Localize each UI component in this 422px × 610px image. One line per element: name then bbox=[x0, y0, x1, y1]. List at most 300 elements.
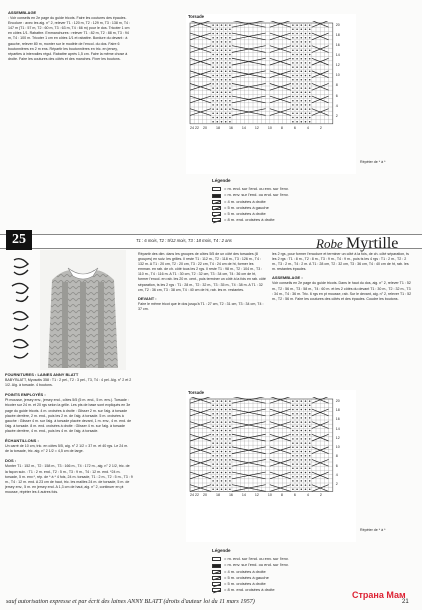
purl-dot bbox=[221, 121, 223, 123]
purl-dot bbox=[225, 29, 227, 31]
purl-dot bbox=[292, 92, 294, 94]
purl-dot bbox=[221, 430, 223, 432]
purl-dot bbox=[305, 83, 307, 85]
purl-dot bbox=[217, 438, 219, 440]
bottom-chart-grid bbox=[186, 397, 356, 539]
purl-dot bbox=[296, 484, 298, 486]
copyright-footer: sauf autorisation expresse et par écrit des laines ANNY BLATT (droits d'auteur loi du 11 mars 1957) bbox=[6, 598, 255, 605]
purl-dot bbox=[221, 62, 223, 64]
row-label: 10 bbox=[335, 73, 340, 78]
row-label: 12 bbox=[335, 435, 340, 440]
purl-dot bbox=[305, 104, 307, 106]
purl-dot bbox=[212, 476, 214, 478]
purl-dot bbox=[305, 430, 307, 432]
purl-dot bbox=[305, 41, 307, 43]
purl-dot bbox=[305, 417, 307, 419]
purl-dot bbox=[221, 75, 223, 77]
purl-dot bbox=[305, 50, 307, 52]
purl-dot bbox=[225, 417, 227, 419]
top-legend-item: = 5 m. croisées à droite bbox=[212, 211, 289, 217]
purl-dot bbox=[229, 108, 231, 110]
purl-dot bbox=[292, 468, 294, 470]
purl-dot bbox=[296, 41, 298, 43]
purl-dot bbox=[229, 113, 231, 115]
purl-dot bbox=[292, 100, 294, 102]
purl-dot bbox=[292, 24, 294, 26]
purl-dot bbox=[292, 421, 294, 423]
bottom-legend-item: = 4 m. croisées à droite bbox=[212, 569, 289, 575]
devant-heading: DEVANT : bbox=[138, 295, 157, 301]
purl-dot bbox=[301, 45, 303, 47]
purl-dot bbox=[225, 447, 227, 449]
purl-dot bbox=[296, 79, 298, 81]
purl-dot bbox=[292, 451, 294, 453]
purl-dot bbox=[301, 29, 303, 31]
purl-dot bbox=[292, 455, 294, 457]
purl-dot bbox=[229, 463, 231, 465]
purl-dot bbox=[305, 113, 307, 115]
purl-dot bbox=[217, 79, 219, 81]
purl-dot bbox=[225, 468, 227, 470]
bottom-legend-item: = 5 m. croisées à gauche bbox=[212, 575, 289, 581]
purl-dot bbox=[305, 71, 307, 73]
purl-dot bbox=[221, 480, 223, 482]
purl-dot bbox=[296, 468, 298, 470]
purl-dot bbox=[296, 426, 298, 428]
purl-dot bbox=[221, 83, 223, 85]
purl-dot bbox=[301, 480, 303, 482]
purl-dot bbox=[217, 29, 219, 31]
col-label: 10 bbox=[267, 493, 272, 498]
purl-dot bbox=[301, 33, 303, 35]
purl-dot bbox=[296, 117, 298, 119]
purl-dot bbox=[296, 66, 298, 68]
col-label: 2 bbox=[319, 493, 322, 498]
purl-dot bbox=[212, 37, 214, 39]
purl-dot bbox=[296, 75, 298, 77]
pattern-title-main: Myrtille bbox=[345, 235, 399, 252]
purl-dot bbox=[305, 33, 307, 35]
purl-dot bbox=[301, 54, 303, 56]
purl-dot bbox=[212, 451, 214, 453]
purl-dot bbox=[292, 405, 294, 407]
purl-dot bbox=[296, 92, 298, 94]
purl-dot bbox=[221, 421, 223, 423]
purl-dot bbox=[292, 430, 294, 432]
bottom-legend-item: = m. env. sur l'end. ou end. sur l'env. bbox=[212, 562, 289, 568]
dos-text: Monter T1 : 152 m., T2 : 158 m., T3 : 166 m., T4 : 172 m., aig. n° 2 1/2, tric. de la façon suiv. : T1 : 2 m. end., T2 : 5 m., T3 : 9 m., T4 : 12 m. end. *24 m. torsade, 5 m. env.*, rép. de * à * 4 fois, 24 m. torsade, T1 : 2 m., T2 : 5 m., T3 : 9 m., T4 : 12 m. end. A 23 cm de haut, tric. les mailles 24 m. de torsade, 5 m. de jersey env., 5 m. en jersey end. A 1,3 cm de haut, aig. n° 2, continuer en pt mousse, répéter les 4 autres fois. bbox=[5, 464, 133, 494]
purl-dot bbox=[221, 58, 223, 60]
purl-dot bbox=[221, 117, 223, 119]
purl-dot bbox=[217, 24, 219, 26]
purl-dot bbox=[229, 484, 231, 486]
purl-dot bbox=[309, 417, 311, 419]
purl-dot bbox=[229, 29, 231, 31]
purl-dot bbox=[309, 455, 311, 457]
purl-dot bbox=[225, 71, 227, 73]
purl-dot bbox=[296, 421, 298, 423]
purl-dot bbox=[292, 108, 294, 110]
col-label: 4 bbox=[306, 493, 309, 498]
purl-dot bbox=[212, 45, 214, 47]
fournitures-text: BABY'BLATT, Myosotis 358 : T1 : 2 pel., T2 : 3 pel., T3, T4 : 4 pel. Aig. n° 2 et 2 1/2. Aig. à torsade. 4 boutons. bbox=[5, 378, 132, 388]
purl-dot bbox=[229, 442, 231, 444]
purl-dot bbox=[296, 87, 298, 89]
purl-dot bbox=[301, 66, 303, 68]
devant-text: Faire le même tricot que le dos jusqu'à T1 : 27 cm, T2 : 31 cm, T3 : 34 cm, T4 : 37 cm. bbox=[138, 301, 264, 311]
purl-dot bbox=[221, 96, 223, 98]
purl-dot bbox=[296, 430, 298, 432]
purl-dot bbox=[309, 434, 311, 436]
purl-dot bbox=[229, 92, 231, 94]
purl-dot bbox=[305, 75, 307, 77]
purl-dot bbox=[217, 104, 219, 106]
purl-dot bbox=[296, 96, 298, 98]
dos-heading: DOS : bbox=[5, 458, 17, 464]
purl-dot bbox=[229, 79, 231, 81]
purl-dot bbox=[296, 100, 298, 102]
purl-dot bbox=[225, 489, 227, 491]
purl-dot bbox=[305, 96, 307, 98]
cable-4-right-icon bbox=[212, 200, 221, 204]
points-heading: POINTS EMPLOYÉS : bbox=[5, 392, 46, 398]
bottom-legend-item: = 5 m. croisées à droite bbox=[212, 581, 289, 587]
purl-dot bbox=[217, 54, 219, 56]
purl-dot bbox=[225, 45, 227, 47]
purl-dot bbox=[212, 480, 214, 482]
purl-dot bbox=[309, 66, 311, 68]
purl-dot bbox=[305, 62, 307, 64]
purl-dot bbox=[217, 434, 219, 436]
echantillons-heading: ÉCHANTILLONS : bbox=[5, 438, 39, 444]
col-label: 24 22 bbox=[190, 493, 199, 498]
top-repeat-note: Répéter de * à * bbox=[360, 160, 386, 164]
purl-dot bbox=[305, 58, 307, 60]
purl-dot bbox=[229, 66, 231, 68]
purl-dot bbox=[309, 79, 311, 81]
row-label: 18 bbox=[335, 408, 340, 413]
purl-dot bbox=[229, 71, 231, 73]
purl-dot bbox=[217, 455, 219, 457]
purl-dot bbox=[212, 54, 214, 56]
purl-dot bbox=[212, 29, 214, 31]
row-label: 2 bbox=[335, 113, 338, 118]
bottom-legend-item: = m. end. sur l'end. ou env. sur l'env. bbox=[212, 556, 289, 562]
purl-dot bbox=[217, 480, 219, 482]
purl-dot bbox=[309, 100, 311, 102]
row-label: 4 bbox=[335, 472, 338, 477]
purl-dot bbox=[221, 434, 223, 436]
bottom-legend-title: Légende bbox=[212, 548, 231, 553]
purl-symbol-icon bbox=[212, 194, 221, 198]
purl-dot bbox=[221, 92, 223, 94]
purl-dot bbox=[225, 33, 227, 35]
purl-dot bbox=[309, 83, 311, 85]
row-label: 12 bbox=[335, 63, 340, 68]
purl-dot bbox=[296, 37, 298, 39]
purl-dot bbox=[292, 79, 294, 81]
purl-dot bbox=[292, 489, 294, 491]
purl-dot bbox=[292, 480, 294, 482]
purl-dot bbox=[212, 426, 214, 428]
top-legend-title: Légende bbox=[212, 178, 231, 183]
purl-dot bbox=[301, 451, 303, 453]
purl-dot bbox=[217, 405, 219, 407]
purl-dot bbox=[212, 121, 214, 123]
purl-dot bbox=[212, 484, 214, 486]
purl-dot bbox=[217, 400, 219, 402]
garment-photo bbox=[40, 250, 126, 370]
cable-5-right-icon bbox=[212, 212, 221, 216]
purl-dot bbox=[309, 45, 311, 47]
purl-dot bbox=[292, 463, 294, 465]
purl-dot bbox=[225, 455, 227, 457]
purl-dot bbox=[309, 459, 311, 461]
col-label: 20 bbox=[202, 493, 207, 498]
purl-dot bbox=[229, 45, 231, 47]
top-torsade-chart bbox=[186, 14, 356, 174]
middle-column-1 bbox=[138, 252, 266, 312]
purl-dot bbox=[212, 33, 214, 35]
purl-dot bbox=[221, 451, 223, 453]
purl-dot bbox=[212, 400, 214, 402]
purl-dot bbox=[217, 50, 219, 52]
purl-dot bbox=[301, 463, 303, 465]
purl-dot bbox=[309, 117, 311, 119]
purl-dot bbox=[309, 41, 311, 43]
purl-dot bbox=[229, 489, 231, 491]
purl-dot bbox=[309, 400, 311, 402]
row-label: 14 bbox=[335, 426, 340, 431]
purl-dot bbox=[292, 66, 294, 68]
purl-dot bbox=[225, 421, 227, 423]
col-label: 8 bbox=[280, 493, 283, 498]
purl-dot bbox=[305, 459, 307, 461]
purl-dot bbox=[301, 468, 303, 470]
purl-dot bbox=[225, 75, 227, 77]
purl-dot bbox=[296, 71, 298, 73]
purl-dot bbox=[301, 413, 303, 415]
top-chart-grid bbox=[186, 21, 356, 171]
col-label: 8 bbox=[280, 125, 283, 130]
col-label: 24 22 bbox=[190, 125, 199, 130]
row-label: 16 bbox=[335, 43, 340, 48]
purl-dot bbox=[292, 62, 294, 64]
purl-dot bbox=[229, 421, 231, 423]
purl-dot bbox=[225, 480, 227, 482]
purl-dot bbox=[225, 87, 227, 89]
purl-dot bbox=[296, 29, 298, 31]
purl-dot bbox=[212, 413, 214, 415]
cable-5-left-icon bbox=[212, 206, 221, 210]
purl-dot bbox=[296, 472, 298, 474]
purl-dot bbox=[305, 87, 307, 89]
purl-dot bbox=[225, 400, 227, 402]
purl-dot bbox=[229, 476, 231, 478]
purl-dot bbox=[212, 62, 214, 64]
purl-dot bbox=[221, 484, 223, 486]
purl-dot bbox=[229, 24, 231, 26]
purl-dot bbox=[292, 459, 294, 461]
purl-dot bbox=[225, 100, 227, 102]
purl-dot bbox=[296, 489, 298, 491]
purl-dot bbox=[309, 442, 311, 444]
purl-dot bbox=[309, 472, 311, 474]
cable-8-right-icon bbox=[212, 588, 221, 592]
purl-dot bbox=[296, 413, 298, 415]
purl-dot bbox=[292, 33, 294, 35]
purl-dot bbox=[229, 100, 231, 102]
bottom-chart-title: Torsade bbox=[188, 390, 204, 395]
purl-dot bbox=[221, 455, 223, 457]
purl-dot bbox=[292, 121, 294, 123]
purl-dot bbox=[217, 476, 219, 478]
purl-dot bbox=[296, 104, 298, 106]
purl-dot bbox=[292, 104, 294, 106]
purl-dot bbox=[305, 405, 307, 407]
purl-dot bbox=[212, 468, 214, 470]
purl-dot bbox=[217, 430, 219, 432]
purl-dot bbox=[296, 409, 298, 411]
purl-dot bbox=[296, 438, 298, 440]
purl-dot bbox=[229, 96, 231, 98]
purl-dot bbox=[301, 421, 303, 423]
purl-dot bbox=[229, 472, 231, 474]
col-label: 20 bbox=[202, 125, 207, 130]
purl-dot bbox=[301, 37, 303, 39]
purl-dot bbox=[292, 476, 294, 478]
purl-dot bbox=[229, 37, 231, 39]
purl-dot bbox=[292, 413, 294, 415]
purl-dot bbox=[301, 108, 303, 110]
purl-dot bbox=[229, 75, 231, 77]
middle-column-2-text: les 2 rgs, pour former l'encolure et terminer un côté à la fois, de ch. côté séparation, ts les 2 rgs : T1 : 8 m., T2 : 8 m., T3 : 9 m., T4 : 9 m., puis ts les 4 rgs : T1 : 2 m., T2 : 2 m., T3 : 2 m., T4 : 2 m. A T1 : 28 cm, T2 : 32 cm, T3 : 36 cm, T4 : 40 cm de ht, rab. les m. restantes épaules. bbox=[272, 252, 409, 272]
purl-dot bbox=[292, 417, 294, 419]
purl-dot bbox=[212, 409, 214, 411]
purl-dot bbox=[292, 75, 294, 77]
row-label: 20 bbox=[335, 23, 340, 27]
purl-dot bbox=[221, 417, 223, 419]
purl-dot bbox=[212, 489, 214, 491]
purl-dot bbox=[292, 58, 294, 60]
purl-dot bbox=[217, 41, 219, 43]
purl-dot bbox=[292, 472, 294, 474]
purl-dot bbox=[225, 62, 227, 64]
purl-dot bbox=[296, 45, 298, 47]
purl-dot bbox=[217, 463, 219, 465]
purl-dot bbox=[217, 442, 219, 444]
col-label: 6 bbox=[293, 493, 296, 498]
purl-dot bbox=[296, 463, 298, 465]
purl-dot bbox=[305, 54, 307, 56]
purl-dot bbox=[217, 83, 219, 85]
purl-dot bbox=[296, 400, 298, 402]
purl-dot bbox=[229, 430, 231, 432]
purl-dot bbox=[212, 87, 214, 89]
purl-dot bbox=[221, 29, 223, 31]
dress-illustration bbox=[40, 250, 126, 370]
top-assemblage-heading: ASSEMBLAGE bbox=[8, 10, 37, 15]
row-label: 4 bbox=[335, 103, 338, 108]
purl-dot bbox=[296, 442, 298, 444]
purl-dot bbox=[292, 434, 294, 436]
purl-dot bbox=[229, 438, 231, 440]
purl-dot bbox=[305, 480, 307, 482]
purl-dot bbox=[221, 66, 223, 68]
top-legend-item: = 5 m. croisées à gauche bbox=[212, 205, 289, 211]
purl-dot bbox=[301, 455, 303, 457]
middle-column-2 bbox=[272, 252, 412, 302]
row-label: 18 bbox=[335, 33, 340, 38]
purl-dot bbox=[212, 108, 214, 110]
row-label: 10 bbox=[335, 445, 340, 450]
purl-dot bbox=[212, 100, 214, 102]
purl-dot bbox=[221, 24, 223, 26]
row-label: 8 bbox=[335, 83, 338, 88]
top-legend-item: = m. env. sur l'end. ou end. sur l'env. bbox=[212, 192, 289, 198]
purl-dot bbox=[229, 405, 231, 407]
purl-dot bbox=[305, 447, 307, 449]
purl-dot bbox=[221, 71, 223, 73]
purl-dot bbox=[309, 426, 311, 428]
bottom-legend-item: = 8 m. end. croisées à droite bbox=[212, 587, 289, 593]
purl-dot bbox=[305, 117, 307, 119]
purl-dot bbox=[301, 489, 303, 491]
bottom-repeat-note: Répéter de * à * bbox=[360, 528, 386, 532]
purl-dot bbox=[301, 400, 303, 402]
purl-dot bbox=[292, 96, 294, 98]
purl-dot bbox=[225, 41, 227, 43]
knit-symbol-icon bbox=[212, 557, 221, 561]
purl-dot bbox=[225, 96, 227, 98]
purl-dot bbox=[292, 37, 294, 39]
purl-dot bbox=[301, 87, 303, 89]
purl-dot bbox=[309, 87, 311, 89]
purl-dot bbox=[301, 71, 303, 73]
purl-dot bbox=[309, 71, 311, 73]
left-instructions-column bbox=[5, 372, 133, 495]
purl-dot bbox=[221, 489, 223, 491]
sizes-line: T1 : 6 mois, T2 : 9/12 mois, T3 : 18 mois, T4 : 2 ans bbox=[136, 238, 232, 243]
purl-dot bbox=[229, 468, 231, 470]
purl-dot bbox=[309, 463, 311, 465]
purl-dot bbox=[229, 434, 231, 436]
purl-dot bbox=[225, 117, 227, 119]
purl-dot bbox=[229, 83, 231, 85]
purl-dot bbox=[212, 71, 214, 73]
purl-dot bbox=[309, 113, 311, 115]
purl-dot bbox=[305, 92, 307, 94]
purl-dot bbox=[309, 96, 311, 98]
purl-dot bbox=[229, 480, 231, 482]
purl-dot bbox=[229, 459, 231, 461]
purl-dot bbox=[296, 451, 298, 453]
purl-dot bbox=[221, 463, 223, 465]
purl-dot bbox=[225, 451, 227, 453]
purl-dot bbox=[217, 45, 219, 47]
purl-dot bbox=[301, 79, 303, 81]
purl-dot bbox=[309, 54, 311, 56]
purl-dot bbox=[212, 79, 214, 81]
pattern-title bbox=[316, 235, 398, 253]
purl-dot bbox=[221, 476, 223, 478]
purl-dot bbox=[225, 66, 227, 68]
purl-dot bbox=[305, 421, 307, 423]
purl-dot bbox=[229, 50, 231, 52]
purl-dot bbox=[296, 83, 298, 85]
purl-dot bbox=[301, 83, 303, 85]
purl-dot bbox=[305, 66, 307, 68]
